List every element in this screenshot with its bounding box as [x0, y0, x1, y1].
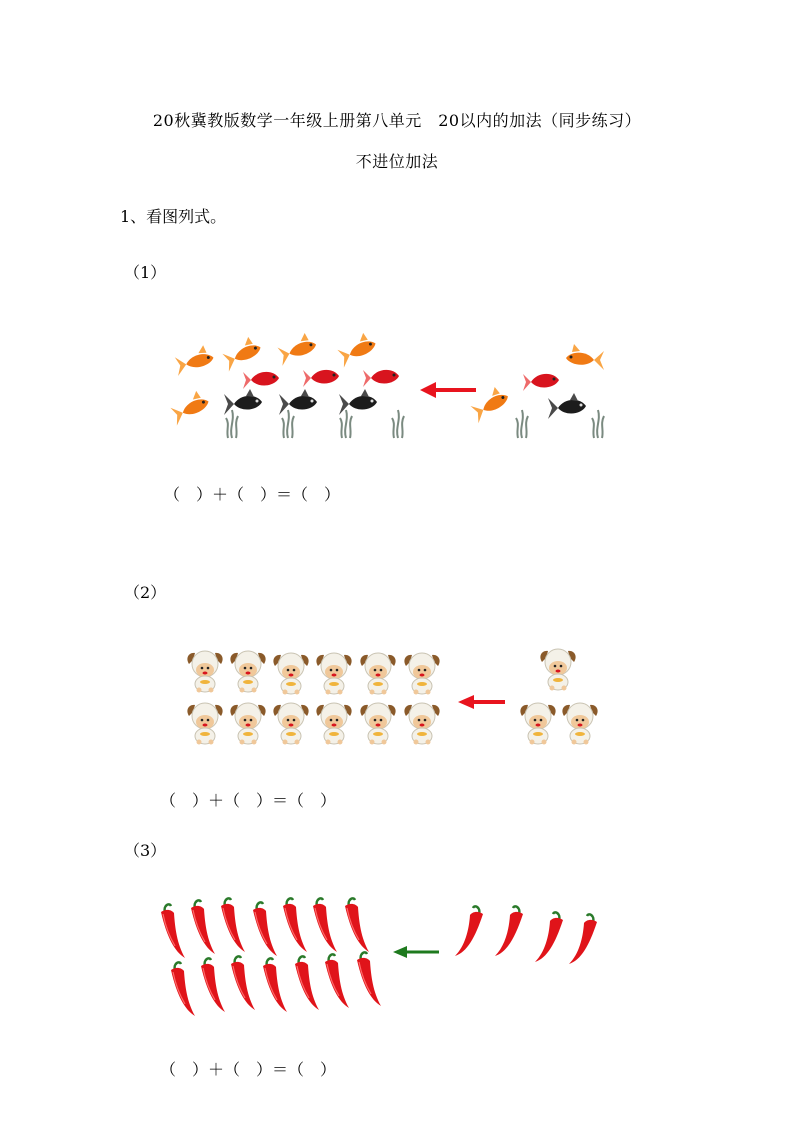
question-heading: 1、看图列式。 — [120, 207, 227, 226]
problem-3-label: （3） — [124, 841, 167, 860]
problem-3-arrow — [393, 946, 439, 958]
problem-2-lamb-picture — [180, 640, 610, 755]
lamb-right-group — [520, 649, 597, 745]
problem-2-equation[interactable]: （ ）＋（ ）＝（ ） — [160, 791, 337, 810]
problem-1-label: （1） — [124, 263, 167, 282]
problem-1-arrow — [420, 382, 476, 398]
goldfish-right-group — [467, 344, 604, 438]
chili-left-group — [161, 898, 381, 1016]
problem-1-goldfish-picture — [160, 328, 620, 448]
document-title: 20秋冀教版数学一年级上册第八单元 20以内的加法（同步练习） — [152, 111, 642, 130]
goldfish-left-group — [168, 330, 404, 438]
chili-right-group — [455, 906, 597, 964]
problem-2-label: （2） — [124, 583, 167, 602]
problem-1-equation[interactable]: （ ）＋（ ）＝（ ） — [164, 485, 341, 504]
document-subtitle: 不进位加法 — [355, 152, 439, 171]
lamb-left-group — [187, 651, 439, 745]
problem-3-chili-picture — [155, 900, 605, 1030]
problem-3-equation[interactable]: （ ）＋（ ）＝（ ） — [160, 1060, 337, 1079]
problem-2-arrow — [458, 695, 505, 709]
